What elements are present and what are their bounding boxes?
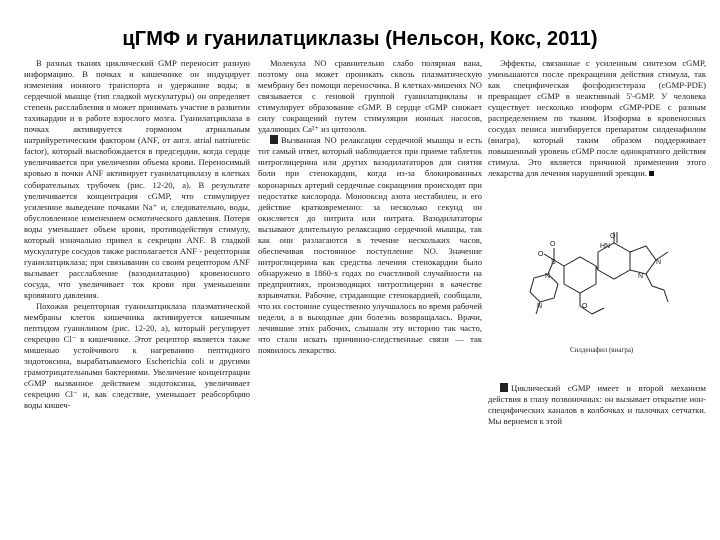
sildenafil-structure-icon: [488, 228, 706, 346]
sildenafil-structure-figure: [488, 228, 706, 346]
paragraph-marker-icon: [500, 383, 508, 392]
text-column-left: [24, 58, 250, 412]
svg-text:O: O: [610, 233, 616, 240]
svg-text:N: N: [656, 259, 662, 266]
paragraph: [488, 58, 706, 180]
paragraph: [258, 135, 482, 356]
paragraph-text: Вызванная NO релаксация сердечной мышцы и есть тот самый ответ, который наблюдается при приеме таблеток нитроглицерина или других вазодилататоров для снятия боли при стенокардии, когда из-за блокированных коронарных артерий сердечные сокращения происходят при недостатке кислорода. Монооксид азота нестабилен, и его действие кратковременно: за несколько секунд он окисляется до нитрита или нитрата. Вазодилататоры вызывают длительную релаксацию сердечной мышцы, так как они разлагаются в течение нескольких часов, обеспечивая постоянное поступление NO. Значение нитроглицерина как средства лечения стенокардии было обнаружено в 1860-х годах по счастливой случайности на предприятиях, производящих нитроглицерин в качестве взрывчатки. Рабочие, страдающие стенокардией, сообщали, что их состояние существенно улучшалось во время рабочей недели, а в выходные дни болезнь возвращалась. Врачи, лечившие этих рабочих, слышали эту историю так часто, что стали искать причинно-следственные связи — так появилось лекарство.: [258, 135, 482, 356]
svg-text:N: N: [638, 273, 644, 280]
svg-text:O: O: [550, 241, 556, 248]
text-column-right: [488, 58, 706, 180]
svg-text:O: O: [538, 251, 544, 258]
text-column-middle: [258, 58, 482, 356]
paragraph-marker-icon: [270, 135, 278, 144]
text-column-right-lower: [488, 383, 706, 427]
paragraph: В разных тканях циклический GMP переносит разную информацию. В почках и кишечнике он индуцирует изменения ионного транспорта и удержание воды; в сердечной мышце (тип гладкой мускулатуры) он определяет степень расслабления и может принимать участие в развитии тахикардии и в работе взрослого мозга. Гуанилатциклаза в почках активируется гормоном атриальным натрийуретическим фактором (ANF, от англ. atrial natriuretic factor), который высвобождается в предсердии, когда сердце увеличивается при увеличении объема крови. Переносимый кровью в почки ANF активирует гуанилатциклазу в клетках собирательных трубочек (рис. 12-20, а). В результате увеличивается концентрация cGMP, что стимулирует усиленное выведение почками Na⁺ и, следовательно, воды, обусловленное изменением осмотического давления. Потеря воды уменьшает объем крови, противодействуя стимулу, который изначально привел к секреции ANF. В гладкой мускулатуре сосудов также располагается ANF - рецепторная гуанилатциклаза; при связывании со своим рецептором ANF вызывает расслабление (вазодилатацию) кровеносного сосуда, что увеличивает ток крови при уменьшении кровяного давления.: [24, 58, 250, 300]
page-title: цГМФ и гуанилатциклазы (Нельсон, Кокс, 2011): [122, 28, 598, 50]
svg-text:O: O: [582, 303, 588, 310]
paragraph-text: Эффекты, связанные с усиленным синтезом cGMP, уменьшаются после прекращения действия стимула, так как специфическая фосфодиэстераза (cGMP-PDE) превращает cGMP в неактивный 5'-GMP. У человека существует несколько изоформ cGMP-PDE с разным распределением по тканям. Изоформа в кровеносных сосудах пениса ингибируется препаратом силденафилом (виагра), который таким образом поддерживает повышенный уровень cGMP после однократного действия стимула. Это является причиной применения этого лекарства для лечения нарушений эрекции.: [488, 58, 706, 179]
figure-caption: Силденафил (виагра): [570, 346, 634, 354]
svg-text:N: N: [545, 273, 551, 280]
end-mark-icon: [649, 171, 654, 176]
paragraph-text: Циклический cGMP имеет и второй механизм действия в глазу позвоночных: он вызывает открытие ион-специфических каналов в колбочках и палочках сетчатки. Мы вернемся к этой: [488, 383, 706, 427]
paragraph: [488, 383, 706, 427]
svg-text:S: S: [551, 259, 556, 266]
svg-text:HN: HN: [600, 243, 611, 250]
paragraph: Молекула NO сравнительно слабо полярная вана, поэтому она может проникать сквозь плазматическую мембрану без помощи переносчика. В клетках-мишенях NO связывается с геновой группой гуанилатциклазы и стимулирует образование cGMP. В сердце cGMP снижает силу сокращений путем стимуляции ионных насосов, удаляющих Ca²⁺ из цитозоля.: [258, 58, 482, 135]
paragraph: Похожая рецепторная гуанилатциклаза плазматической мембраны клеток кишечника активируется кишечным пептидом гуанилином (рис. 12-20, а), который регулирует секрецию Cl⁻ в кишечнике. Этот рецептор является также мишенью устойчивого к нагреванию пептидного эндотоксина, вырабатываемого Escherichia coli и другими грамотрицательными бактериями. Увеличение концентрации cGMP вызванное действием эндотоксина, увеличивает секрецию Cl⁻ и, как следствие, уменьшает реабсорбцию воды кишеч-: [24, 301, 250, 411]
svg-text:N: N: [537, 303, 543, 310]
